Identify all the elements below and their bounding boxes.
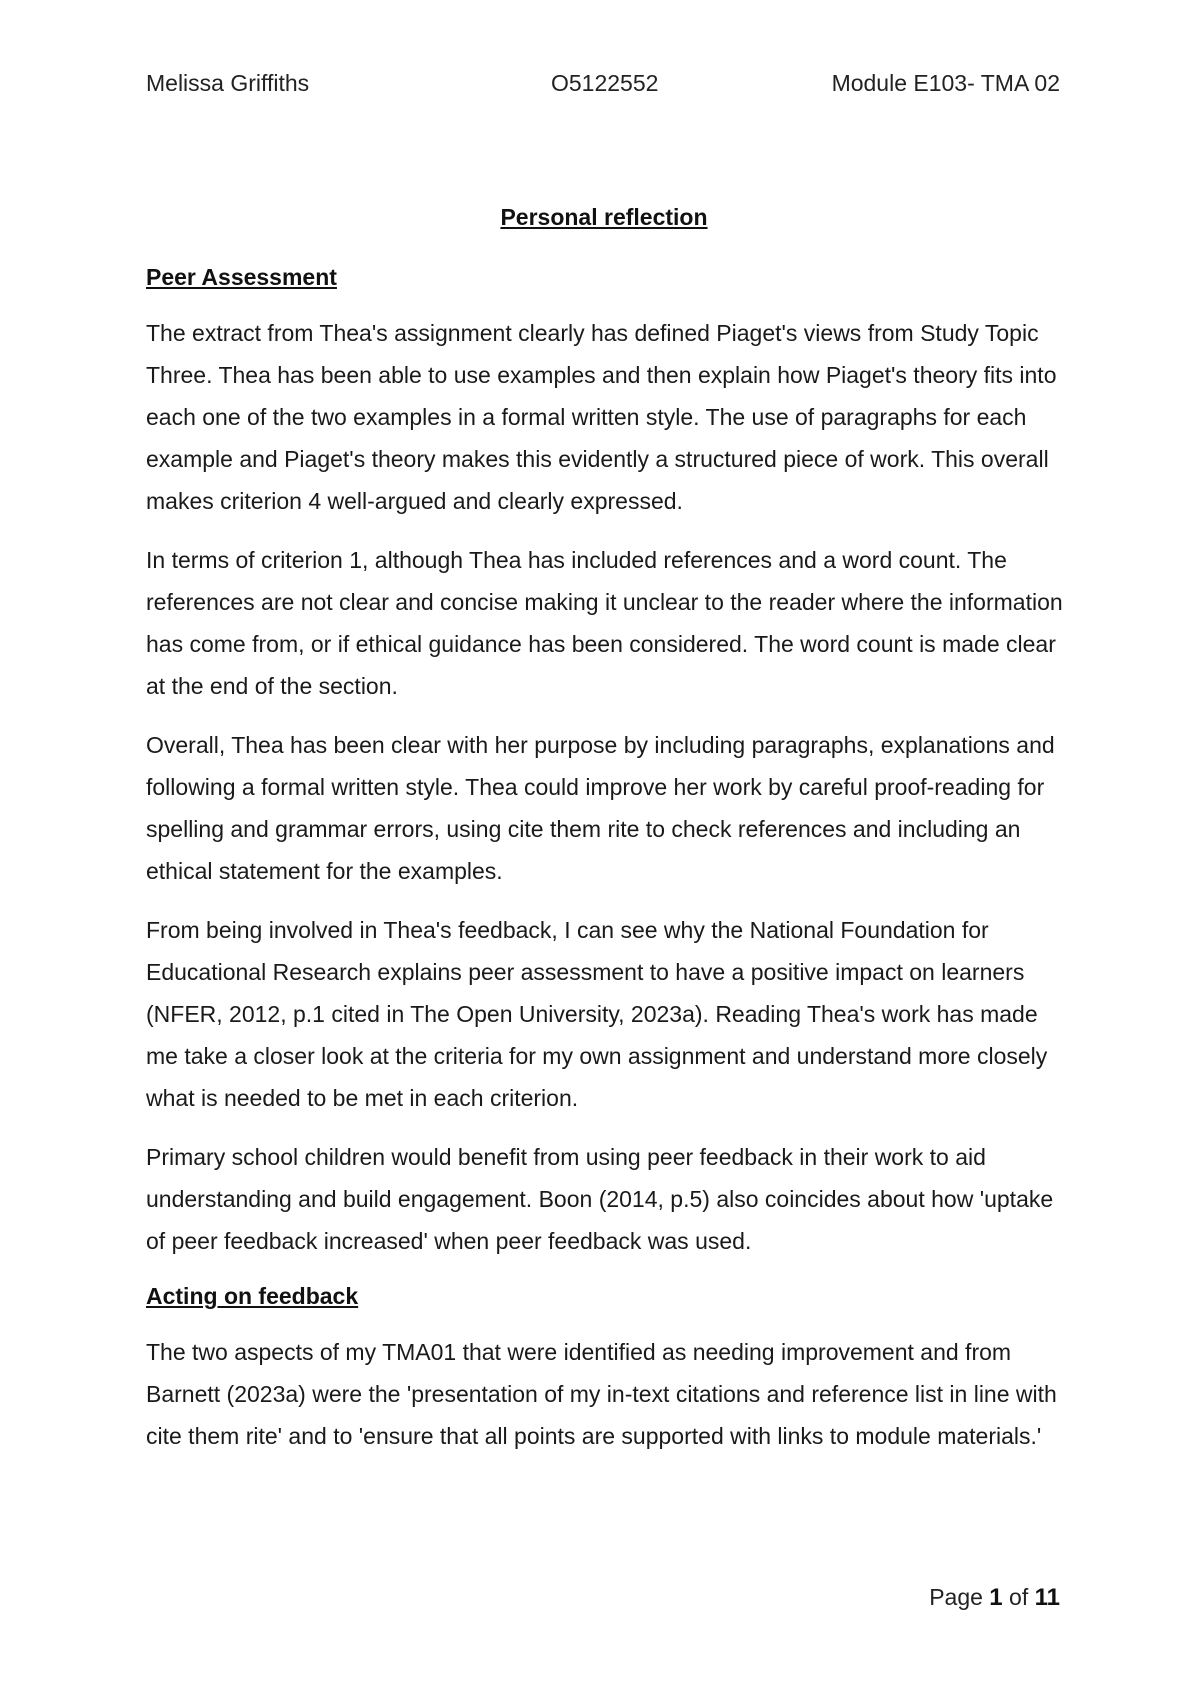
footer-current-page: 1 — [989, 1584, 1003, 1611]
page-footer — [929, 1584, 1060, 1612]
header-author: Melissa Griffiths — [146, 70, 310, 96]
header-student-id: O5122552 — [551, 70, 659, 96]
header-module: Module E103- TMA 02 — [831, 70, 1060, 96]
section-heading-peer-assessment: Peer Assessment — [146, 264, 337, 290]
section-heading-acting-on-feedback: Acting on feedback — [146, 1283, 359, 1309]
paragraph: Primary school children would benefit from using peer feedback in their work to aid understanding and build engagement. Boon (2014, p.5) also coincides about how 'uptake of peer feedback increased' when peer feedback was used. — [146, 1144, 1054, 1254]
paragraph: In terms of criterion 1, although Thea has included references and a word count. The references are not clear and concise making it unclear to the reader where the information has come from, or if ethical guidance has been considered. The word count is made clear at the end of the section. — [146, 547, 1063, 699]
page-header — [146, 70, 1060, 104]
footer-total-pages: 11 — [1034, 1584, 1060, 1611]
footer-page-word: Page — [929, 1584, 983, 1610]
paragraph: Overall, Thea has been clear with her purpose by including paragraphs, explanations and following a formal written style. Thea could improve her work by careful proof-reading for spelling and grammar errors, using cite them rite to check references and including an ethical statement for the examples. — [146, 732, 1055, 884]
document-title: Personal reflection — [500, 204, 708, 230]
paragraph: The two aspects of my TMA01 that were identified as needing improvement and from Barnett (2023a) were the 'presentation of my in-text citations and reference list in line with cite them rite' and to 'ensure that all points are supported with links to module materials.' — [146, 1339, 1057, 1449]
paragraph: From being involved in Thea's feedback, I can see why the National Foundation for Educational Research explains peer assessment to have a positive impact on learners (NFER, 2012, p.1 cited in The Open University, 2023a). Reading Thea's work has made me take a closer look at the criteria for my own assignment and understand more closely what is needed to be met in each criterion. — [146, 917, 1048, 1111]
footer-of-word: of — [1009, 1584, 1029, 1610]
paragraph: The extract from Thea's assignment clearly has defined Piaget's views from Study Topic Three. Thea has been able to use examples and then explain how Piaget's theory fits into each one of the two examples in a formal written style. The use of paragraphs for each example and Piaget's theory makes this evidently a structured piece of work. This overall makes criterion 4 well-argued and clearly expressed. — [146, 320, 1057, 514]
document-body — [146, 200, 1066, 1474]
